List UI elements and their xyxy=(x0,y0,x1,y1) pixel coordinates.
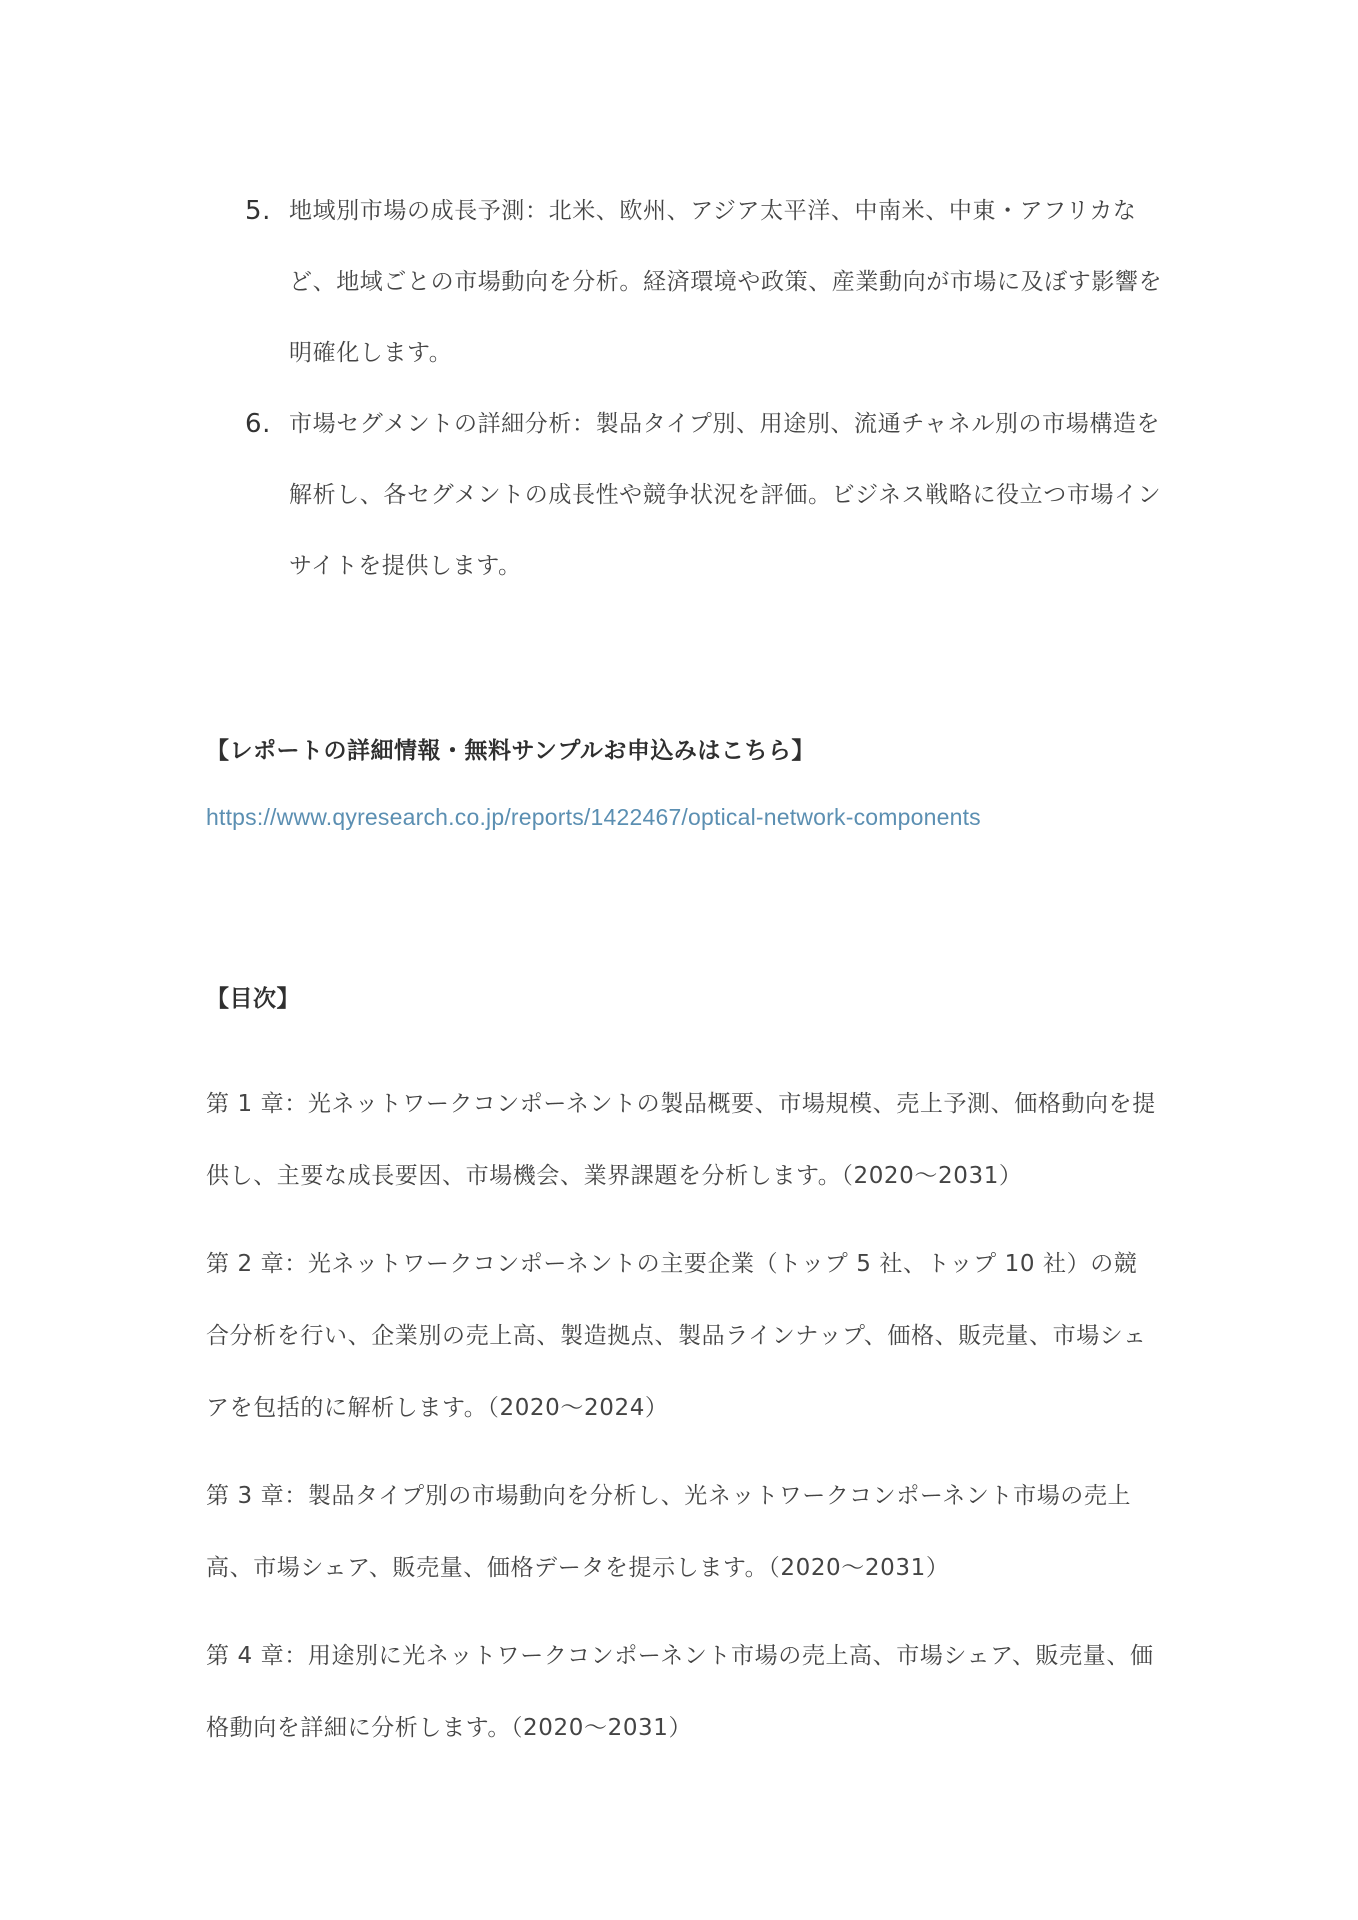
toc-chapter-4: 第 4 章：用途別に光ネットワークコンポーネント市場の売上高、市場シェア、販売量、価格動向を詳細に分析します。（2020～2031） xyxy=(206,1643,1154,1741)
list-item-text: 地域別市場の成長予測：北米、欧州、アジア太平洋、中南米、中東・アフリカなど、地域ごとの市場動向を分析。経済環境や政策、産業動向が市場に及ぼす影響を明確化します。 xyxy=(289,198,1163,366)
numbered-list xyxy=(245,176,1165,602)
toc-chapter-3: 第 3 章：製品タイプ別の市場動向を分析し、光ネットワークコンポーネント市場の売上高、市場シェア、販売量、価格データを提示します。（2020～2031） xyxy=(206,1483,1132,1581)
report-link[interactable]: https://www.qyresearch.co.jp/reports/1422467/optical-network-components xyxy=(206,804,981,830)
list-number: 6. xyxy=(245,409,272,439)
toc-chapter-2: 第 2 章：光ネットワークコンポーネントの主要企業（トップ 5 社、トップ 10 社）の競合分析を行い、企業別の売上高、製造拠点、製品ラインナップ、価格、販売量、市場シェアを包括的に解析します。（2020～2024） xyxy=(206,1251,1147,1421)
toc-heading: 【目次】 xyxy=(206,986,300,1012)
list-item-5 xyxy=(245,176,1165,389)
list-item-text: 市場セグメントの詳細分析：製品タイプ別、用途別、流通チャネル別の市場構造を解析し、各セグメントの成長性や競争状況を評価。ビジネス戦略に役立つ市場インサイトを提供します。 xyxy=(289,411,1162,579)
table-of-contents xyxy=(206,1068,1156,1780)
list-number: 5. xyxy=(245,196,272,226)
report-request-heading: 【レポートの詳細情報・無料サンプルお申込みはこちら】 xyxy=(206,738,815,764)
toc-chapter-1: 第 1 章：光ネットワークコンポーネントの製品概要、市場規模、売上予測、価格動向を提供し、主要な成長要因、市場機会、業界課題を分析します。（2020～2031） xyxy=(206,1091,1156,1189)
list-item-6 xyxy=(245,389,1165,602)
